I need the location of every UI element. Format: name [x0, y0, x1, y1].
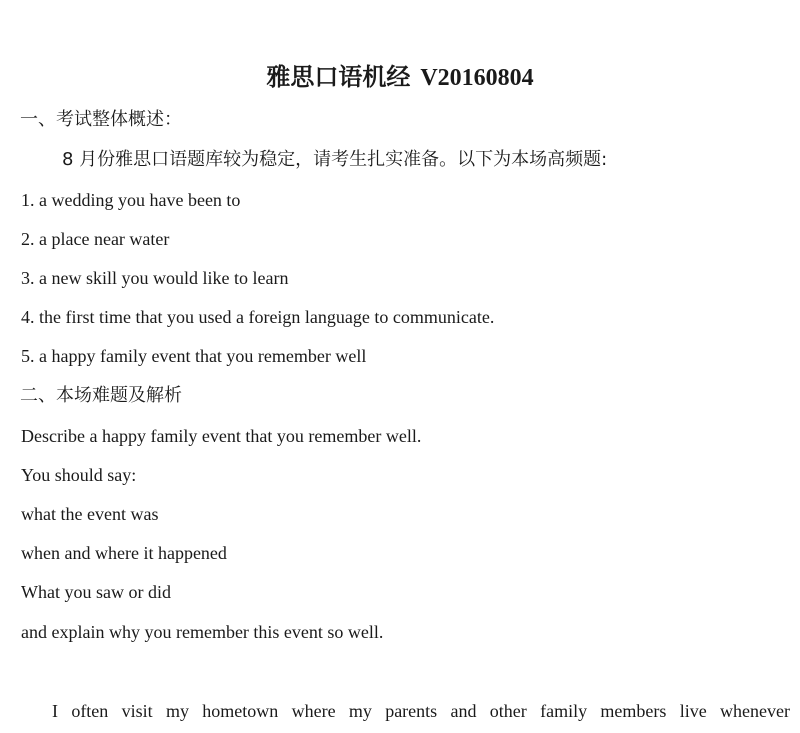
cue-card-line: when and where it happened	[21, 543, 227, 563]
cue-card-line: what the event was	[21, 504, 159, 524]
section-1-intro: 8 月份雅思口语题库较为稳定，请考生扎实准备。以下为本场高频题:	[62, 149, 608, 170]
topic-item: 3. a new skill you would like to learn	[21, 268, 289, 288]
topic-item: 1. a wedding you have been to	[21, 190, 241, 210]
document-title	[0, 60, 800, 95]
cue-card-line: Describe a happy family event that you remember well.	[21, 426, 422, 446]
topic-item: 5. a happy family event that you remember well	[21, 346, 367, 366]
cue-card-line: You should say:	[21, 465, 137, 485]
sample-answer-line: I often visit my hometown where my parents and other family members live whenever	[52, 701, 790, 721]
cue-card-line: What you saw or did	[21, 582, 171, 602]
section-1-heading: 一、考试整体概述：	[20, 109, 182, 130]
cue-card-line: and explain why you remember this event so well.	[21, 622, 384, 642]
topic-item: 2. a place near water	[21, 229, 170, 249]
section-2-heading: 二、本场难题及解析	[20, 385, 182, 406]
title-chinese: 雅思口语机经	[266, 63, 411, 91]
title-version-code: V20160804	[420, 65, 534, 91]
topic-item: 4. the first time that you used a foreign language to communicate.	[21, 307, 495, 327]
